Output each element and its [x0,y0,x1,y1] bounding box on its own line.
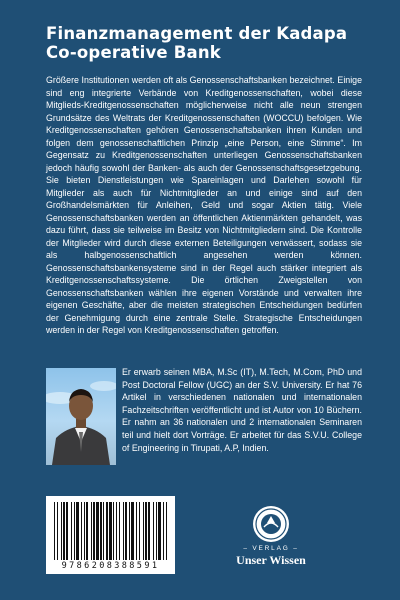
title-line-1: Finanzmanagement der Kadapa [46,24,348,43]
isbn-barcode [46,496,175,574]
author-photo [46,368,116,465]
book-description: Größere Institutionen werden oft als Genossenschaftsbanken bezeichnet. Einige sind eng integrierte Verbände von Kreditgenossenschaften, wobei diese Mitglieds-Kreditgenossenschaften möglicherweise nicht alle neun strengen Grundsätze des Weltrats der Kreditgenossenschaften (WOCCU) befolgen. Wie Kreditgenossenschaften gehören Genossenschaftsbanken ihren Kunden und folgen dem genossenschaftlichen Prinzip „eine Person, eine Stimme“. Im Gegensatz zu Kreditgenossenschaften unterliegen Genossenschaftsbanken jedoch häufig sowohl der Banken- als auch der Genossenschaftsgesetzgebung. Sie bieten Dienstleistungen wie Spareinlagen und Darlehen sowohl für Mitglieder als auch für Nichtmitglieder an und einige sind auf den Großhandelsmärkten für Anleihen, Geld und sogar Aktien tätig. Viele Genossenschaftsbanken werden an öffentlichen Aktienmärkten gehandelt, was dazu führt, dass sie teilweise im Besitz von Nichtmitgliedern sind. Die Kontrolle der Mitglieder wird durch diese externen Beteiligungen verwässert, sodass sie als halbgenossenschaftlich angesehen werden können. Genossenschaftsbankensysteme sind in der Regel auch stärker integriert als Kreditgenossenschaftssysteme. Die örtlichen Zweigstellen von Genossenschaftsbanken wählen ihre eigenen Vorstände und verwalten ihre eigenen Geschäfte, aber die meisten strategischen Entscheidungen bedürfen der Genehmigung durch eine zentrale Stelle. Strategische Entscheidungen werden in der Regel von Kreditgenossenschaften getroffen. [46,75,362,335]
book-title [46,24,366,62]
publisher-name: Unser Wissen [236,553,306,567]
publisher-block [229,505,313,568]
author-bio: Er erwarb seinen MBA, M.Sc (IT), M.Tech, M.Com, PhD und Post Doctoral Fellow (UGC) an der S.V. University. Er hat 76 Artikel in verschiedenen nationalen und internationalen Fachzeitschriften veröffentlicht und ist Autor von 10 Büchern. Er nahm an 36 nationalen und 2 internationalen Seminaren teil und hielt dort Vorträge. Er arbeitet für das S.V.U. College of Engineering in Tirupati, A.P, Indien. [122,367,362,453]
publisher-seal-icon [252,505,290,543]
barcode-icon [46,496,175,562]
isbn-number: 9786208388591 [61,561,160,571]
publisher-verlag-label: – VERLAG – [243,545,299,552]
title-line-2: Co-operative Bank [46,43,221,62]
